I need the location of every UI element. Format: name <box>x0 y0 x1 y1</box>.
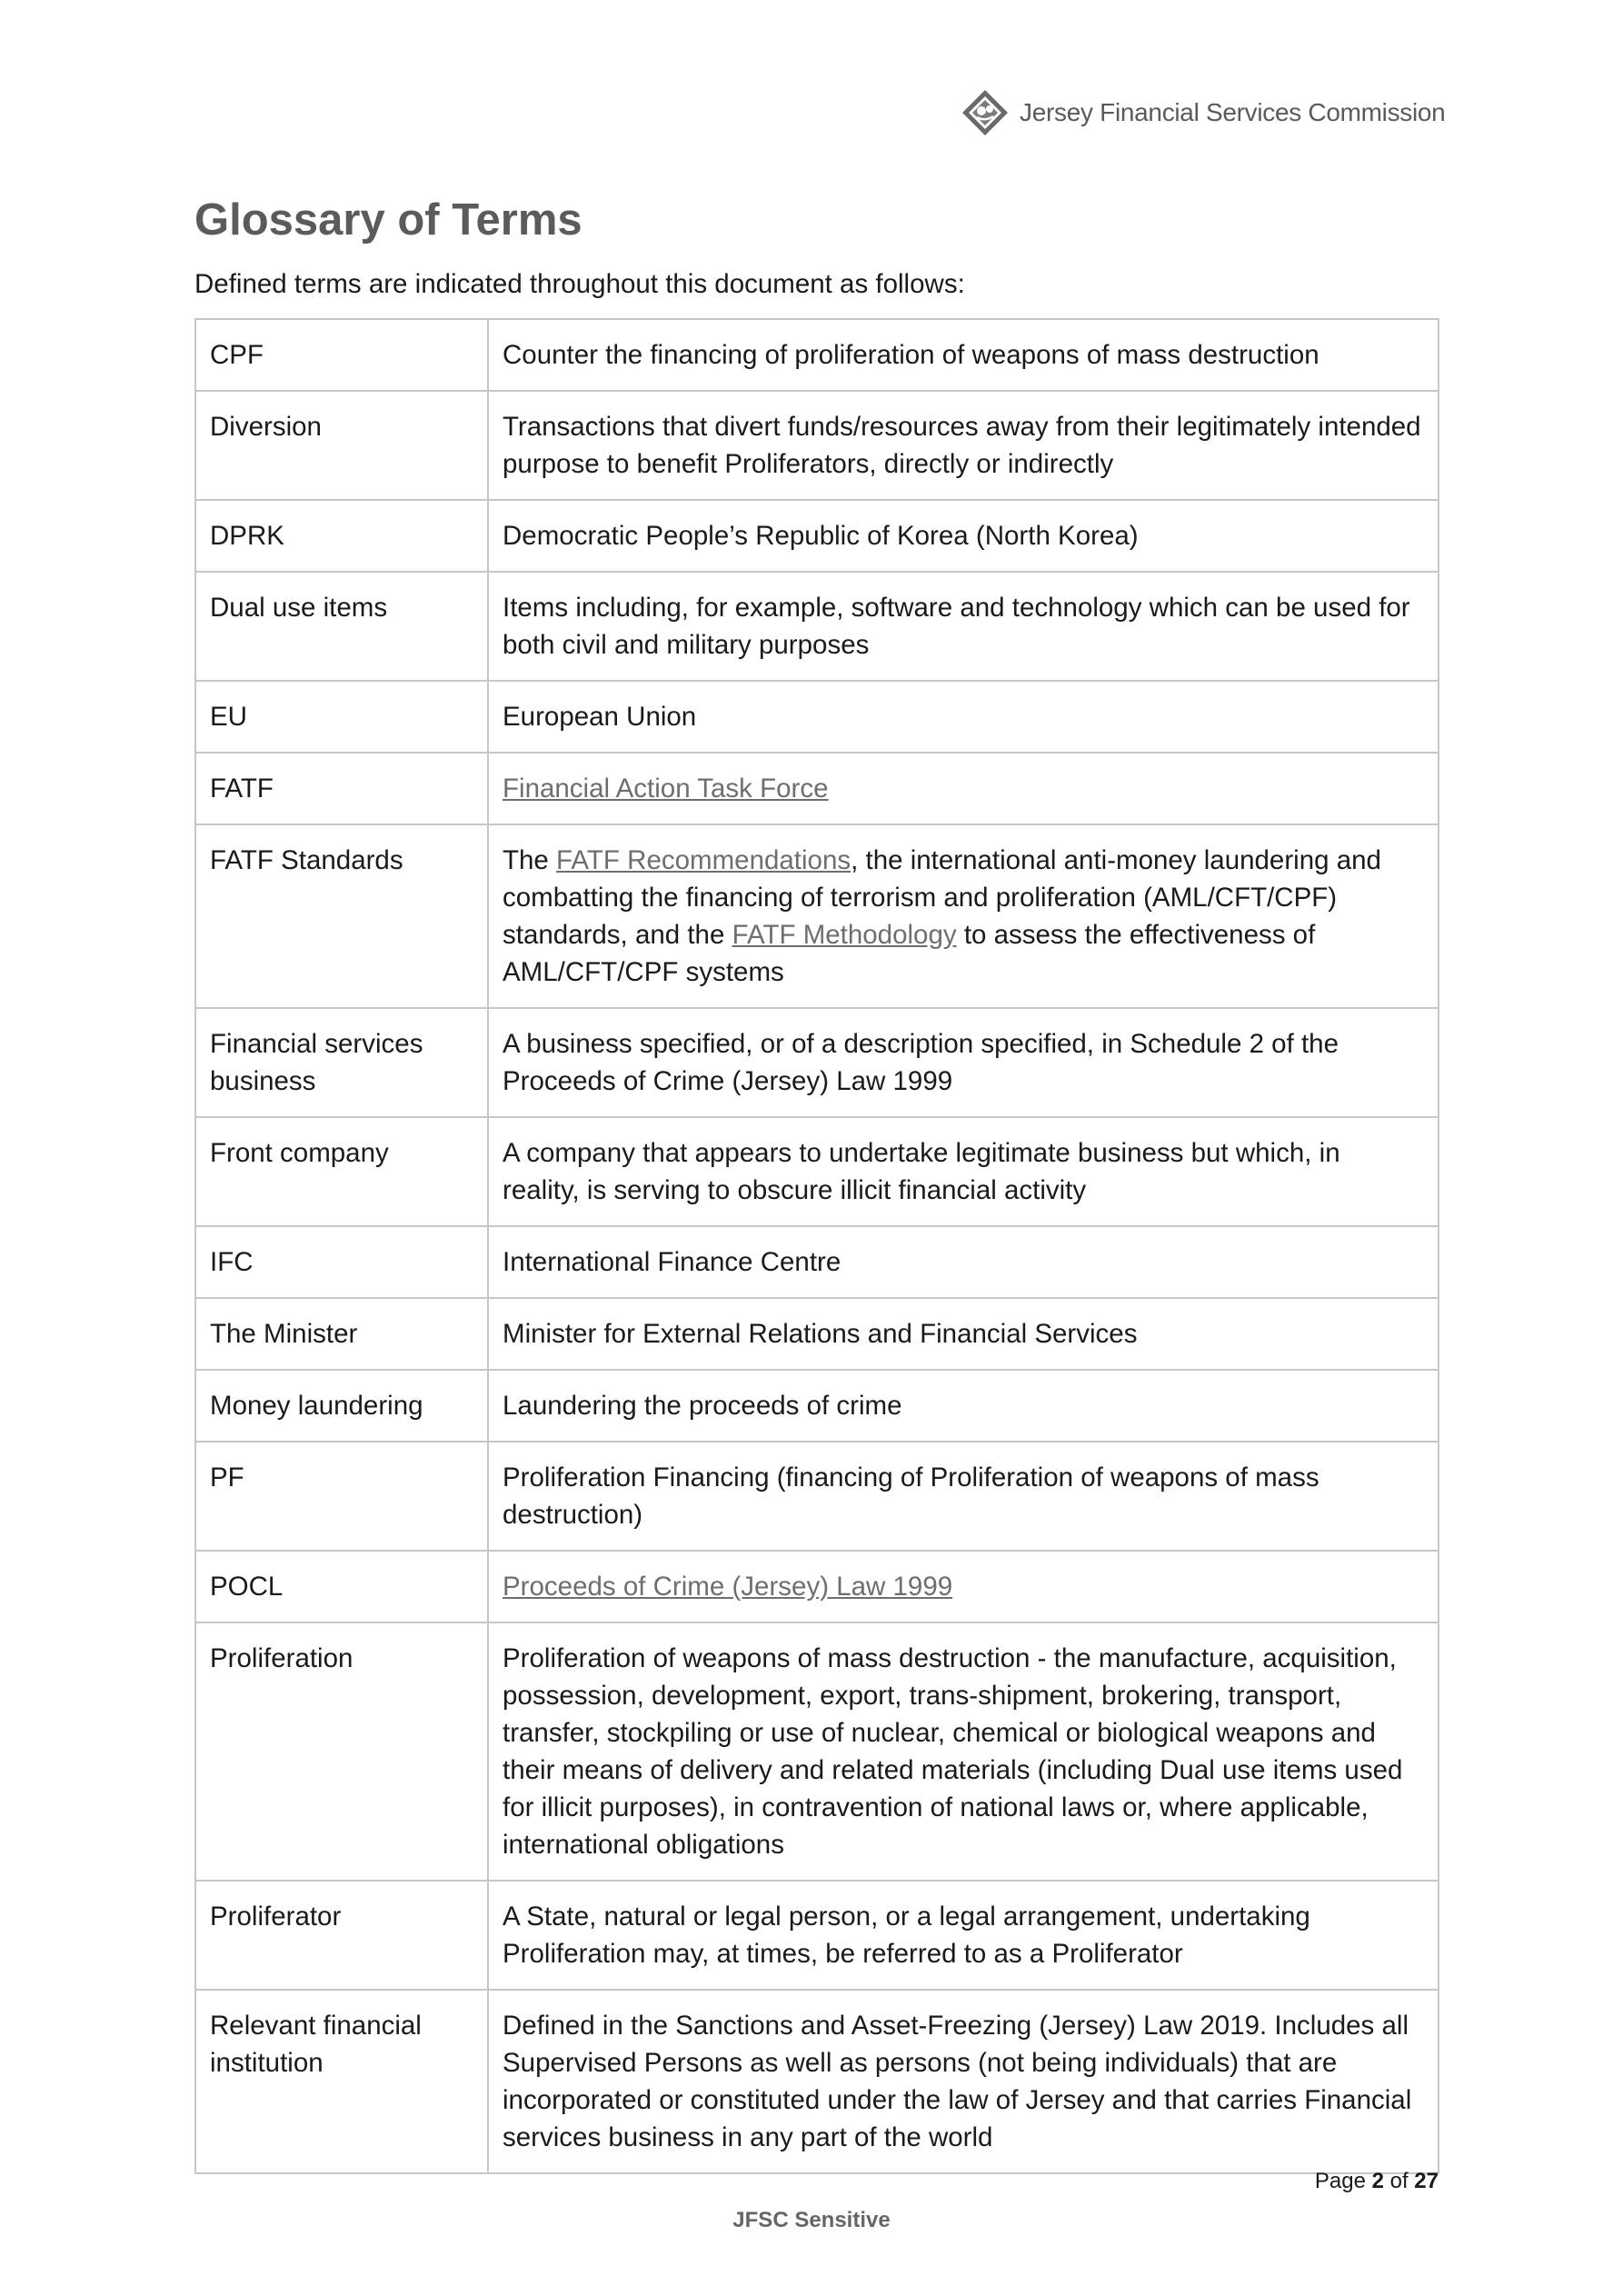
glossary-definition <box>488 391 1439 500</box>
glossary-row <box>195 1622 1439 1881</box>
definition-text: Items including, for example, software and technology which can be used for both civil and military purposes <box>503 593 1410 660</box>
glossary-term: Money laundering <box>195 1370 488 1442</box>
classification-label: JFSC Sensitive <box>732 2208 891 2232</box>
logo-text: Jersey Financial Services Commission <box>1020 98 1446 126</box>
glossary-term: Relevant financial institution <box>195 1990 488 2173</box>
glossary-term: Diversion <box>195 391 488 500</box>
glossary-definition <box>488 1551 1439 1622</box>
glossary-row <box>195 572 1439 681</box>
glossary-definition <box>488 319 1439 391</box>
glossary-term: PF <box>195 1442 488 1551</box>
definition-text: A business specified, or of a description specified, in Schedule 2 of the Proceeds of Crime (Jersey) Law 1999 <box>503 1029 1339 1096</box>
definition-text: The <box>503 845 557 875</box>
page-title: Glossary of Terms <box>194 195 582 245</box>
glossary-term: CPF <box>195 319 488 391</box>
glossary-term: Proliferation <box>195 1622 488 1881</box>
glossary-term: DPRK <box>195 500 488 572</box>
glossary-row <box>195 1226 1439 1298</box>
page-total: 27 <box>1414 2169 1439 2193</box>
jfsc-diamond-icon <box>961 89 1009 136</box>
glossary-term: FATF Standards <box>195 824 488 1008</box>
glossary-row <box>195 1298 1439 1370</box>
page-prefix: Page <box>1314 2169 1372 2193</box>
glossary-term: Front company <box>195 1117 488 1226</box>
glossary-definition <box>488 1008 1439 1117</box>
definition-text: Counter the financing of proliferation of weapons of mass destruction <box>503 340 1319 370</box>
definition-text: A company that appears to undertake legitimate business but which, in reality, is serving to obscure illicit financial activity <box>503 1138 1340 1205</box>
glossary-term: EU <box>195 681 488 753</box>
glossary-row <box>195 1442 1439 1551</box>
glossary-link[interactable]: Financial Action Task Force <box>503 774 829 804</box>
glossary-row <box>195 681 1439 753</box>
glossary-definition <box>488 1622 1439 1881</box>
definition-text: Transactions that divert funds/resources away from their legitimately intended purpose to benefit Proliferators, directly or indirectly <box>503 412 1421 479</box>
page-number <box>1315 2169 1439 2194</box>
glossary-row <box>195 753 1439 824</box>
page-current: 2 <box>1371 2169 1384 2193</box>
glossary-row <box>195 824 1439 1008</box>
glossary-row <box>195 1881 1439 1990</box>
glossary-table <box>194 318 1439 2174</box>
glossary-definition <box>488 753 1439 824</box>
glossary-definition <box>488 1990 1439 2173</box>
glossary-row <box>195 1990 1439 2173</box>
definition-text: A State, natural or legal person, or a legal arrangement, undertaking Proliferation may, at times, be referred to as a Proliferator <box>503 1902 1310 1969</box>
definition-text: Democratic People’s Republic of Korea (North Korea) <box>503 521 1139 551</box>
glossary-definition <box>488 1370 1439 1442</box>
glossary-term: The Minister <box>195 1298 488 1370</box>
glossary-term: Proliferator <box>195 1881 488 1990</box>
glossary-row <box>195 391 1439 500</box>
glossary-term: IFC <box>195 1226 488 1298</box>
glossary-link[interactable]: FATF Recommendations <box>556 845 851 875</box>
glossary-term: POCL <box>195 1551 488 1622</box>
glossary-definition <box>488 572 1439 681</box>
glossary-definition <box>488 1226 1439 1298</box>
definition-text: Minister for External Relations and Financial Services <box>503 1319 1138 1349</box>
definition-text: to assess the effectiveness of AML/CFT/CPF systems <box>503 920 1316 987</box>
glossary-link[interactable]: FATF Methodology <box>732 920 957 950</box>
glossary-row <box>195 1551 1439 1622</box>
jfsc-logo <box>961 89 1445 136</box>
definition-text: European Union <box>503 702 697 732</box>
definition-text: International Finance Centre <box>503 1247 841 1277</box>
glossary-term: FATF <box>195 753 488 824</box>
glossary-term: Financial services business <box>195 1008 488 1117</box>
glossary-row <box>195 1370 1439 1442</box>
definition-text: , the international anti-money laundering and combatting the financing of terrorism and proliferation (AML/CFT/CPF) standards, and the <box>503 845 1381 950</box>
glossary-row <box>195 1117 1439 1226</box>
definition-text: Defined in the Sanctions and Asset-Freezing (Jersey) Law 2019. Includes all Supervised Persons as well as persons (not being individuals) that are incorporated or constituted under the law of Jersey and that carries Financial services business in any part of the world <box>503 2011 1412 2152</box>
definition-text: Proliferation of weapons of mass destruction - the manufacture, acquisition, possession, development, export, trans-shipment, brokering, transport, transfer, stockpiling or use of nuclear, chemical or biological weapons and their means of delivery and related materials (including Dual use items used for illicit purposes), in contravention of national laws or, where applicable, international obligations <box>503 1643 1403 1860</box>
glossary-row <box>195 1008 1439 1117</box>
glossary-definition <box>488 1881 1439 1990</box>
glossary-definition <box>488 1442 1439 1551</box>
intro-text: Defined terms are indicated throughout this document as follows: <box>194 269 965 299</box>
definition-text: Proliferation Financing (financing of Proliferation of weapons of mass destruction) <box>503 1462 1319 1530</box>
glossary-link[interactable]: Proceeds of Crime (Jersey) Law 1999 <box>503 1572 953 1602</box>
glossary-definition <box>488 500 1439 572</box>
glossary-row <box>195 319 1439 391</box>
glossary-term: Dual use items <box>195 572 488 681</box>
glossary-row <box>195 500 1439 572</box>
glossary-definition <box>488 824 1439 1008</box>
glossary-definition <box>488 681 1439 753</box>
page-of: of <box>1383 2169 1415 2193</box>
glossary-definition <box>488 1298 1439 1370</box>
glossary-table-body <box>195 319 1439 2173</box>
glossary-definition <box>488 1117 1439 1226</box>
definition-text: Laundering the proceeds of crime <box>503 1391 902 1421</box>
